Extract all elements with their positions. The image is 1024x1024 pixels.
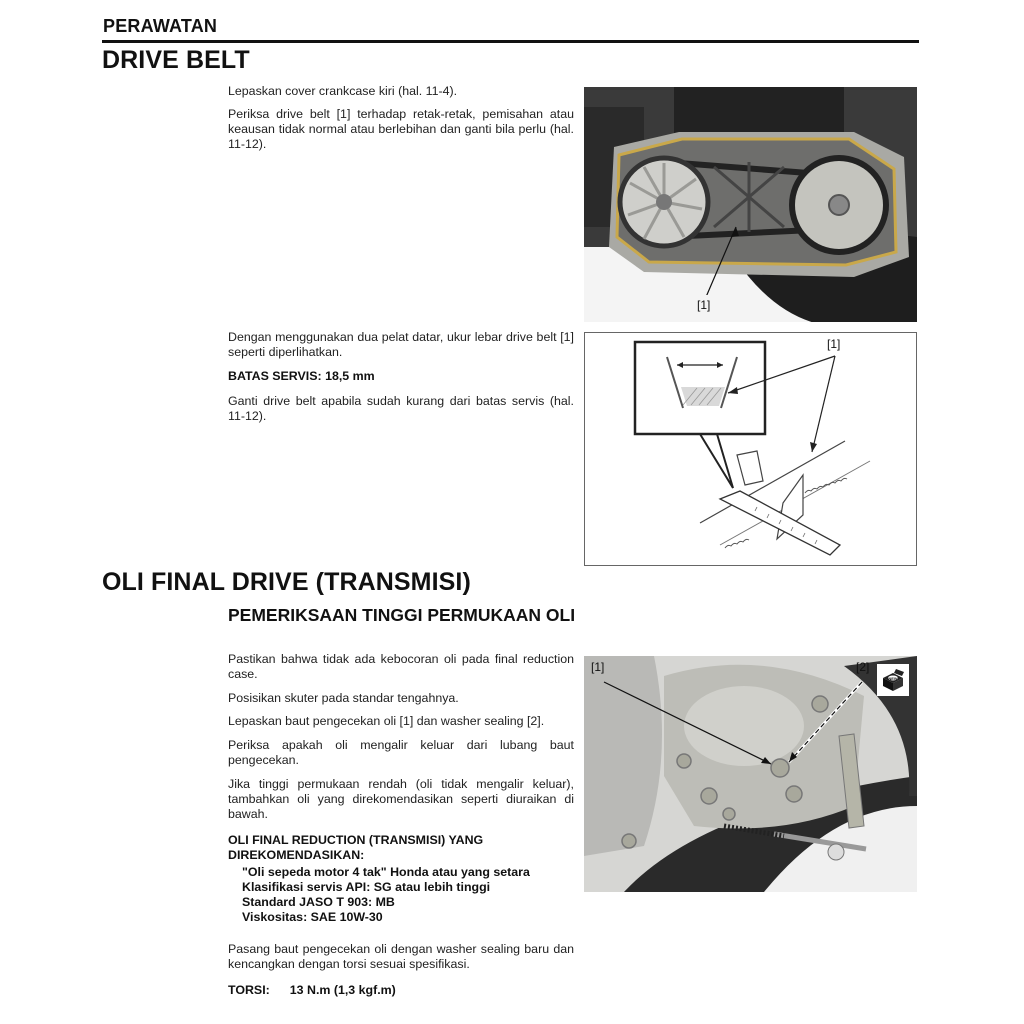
recommended-oil-item: Standard JASO T 903: MB xyxy=(242,895,395,909)
paragraph-add-oil: Jika tinggi permukaan rendah (oli tidak mengalir keluar), tambahkan oli yang direkomendasikan seperti diuraikan di bawah. xyxy=(228,777,574,821)
paragraph-remove-check-bolt: Lepaskan baut pengecekan oli [1] dan washer sealing [2]. xyxy=(228,714,545,728)
section-title-drive-belt: DRIVE BELT xyxy=(102,46,250,74)
torque-value: 13 N.m (1,3 kgf.m) xyxy=(289,983,396,997)
new-part-icon xyxy=(879,666,907,694)
torque-label: TORSI: xyxy=(228,983,270,997)
section-title-final-drive-oil: OLI FINAL DRIVE (TRANSMISI) xyxy=(102,568,471,596)
callout-label-1: [1] xyxy=(827,337,841,351)
recommended-oil-item: "Oli sepeda motor 4 tak" Honda atau yang setara xyxy=(242,865,530,879)
paragraph-inspect-belt: Periksa drive belt [1] terhadap retak-retak, pemisahan atau keausan tidak normal atau berlebihan dan ganti bila perlu (hal. 11-12). xyxy=(228,107,574,151)
svg-text:NEW: NEW xyxy=(888,676,898,681)
callout-label-1: [1] xyxy=(591,660,605,674)
recommended-oil-item: Viskositas: SAE 10W-30 xyxy=(242,910,383,924)
drive-belt-illustration xyxy=(584,87,917,322)
service-limit: BATAS SERVIS: 18,5 mm xyxy=(228,369,375,383)
figure-drive-belt-photo xyxy=(584,87,917,322)
subsection-title-oil-level-check: PEMERIKSAAN TINGGI PERMUKAAN OLI xyxy=(228,605,576,625)
paragraph-install-bolt: Pasang baut pengecekan oli dengan washer sealing baru dan kencangkan dengan torsi sesuai spesifikasi. xyxy=(228,942,574,971)
paragraph-replace-belt: Ganti drive belt apabila sudah kurang dari batas servis (hal. 11-12). xyxy=(228,394,574,423)
callout-label-1: [1] xyxy=(697,298,711,312)
recommended-oil-title: OLI FINAL REDUCTION (TRANSMISI) YANG DIREKOMENDASIKAN: xyxy=(228,833,484,862)
paragraph-measure-belt: Dengan menggunakan dua pelat datar, ukur lebar drive belt [1] seperti diperlihatkan. xyxy=(228,330,574,359)
paragraph-check-oil-flow: Periksa apakah oli mengalir keluar dari lubang baut pengecekan. xyxy=(228,738,574,767)
figure-final-reduction-photo xyxy=(584,656,917,892)
torque-spec xyxy=(228,983,574,998)
paragraph-check-leaks: Pastikan bahwa tidak ada kebocoran oli pada final reduction case. xyxy=(228,652,574,681)
recommended-oil-item: Klasifikasi servis API: SG atau lebih tinggi xyxy=(242,880,491,894)
callout-label-2: [2] xyxy=(856,660,870,674)
figure-belt-measurement-diagram xyxy=(584,332,917,566)
page-header-title: PERAWATAN xyxy=(103,16,218,36)
paragraph-remove-cover: Lepaskan cover crankcase kiri (hal. 11-4). xyxy=(228,84,458,98)
paragraph-center-stand: Posisikan skuter pada standar tengahnya. xyxy=(228,691,459,705)
final-reduction-illustration xyxy=(584,656,917,892)
belt-measurement-illustration xyxy=(585,333,917,566)
header-divider xyxy=(102,40,919,43)
